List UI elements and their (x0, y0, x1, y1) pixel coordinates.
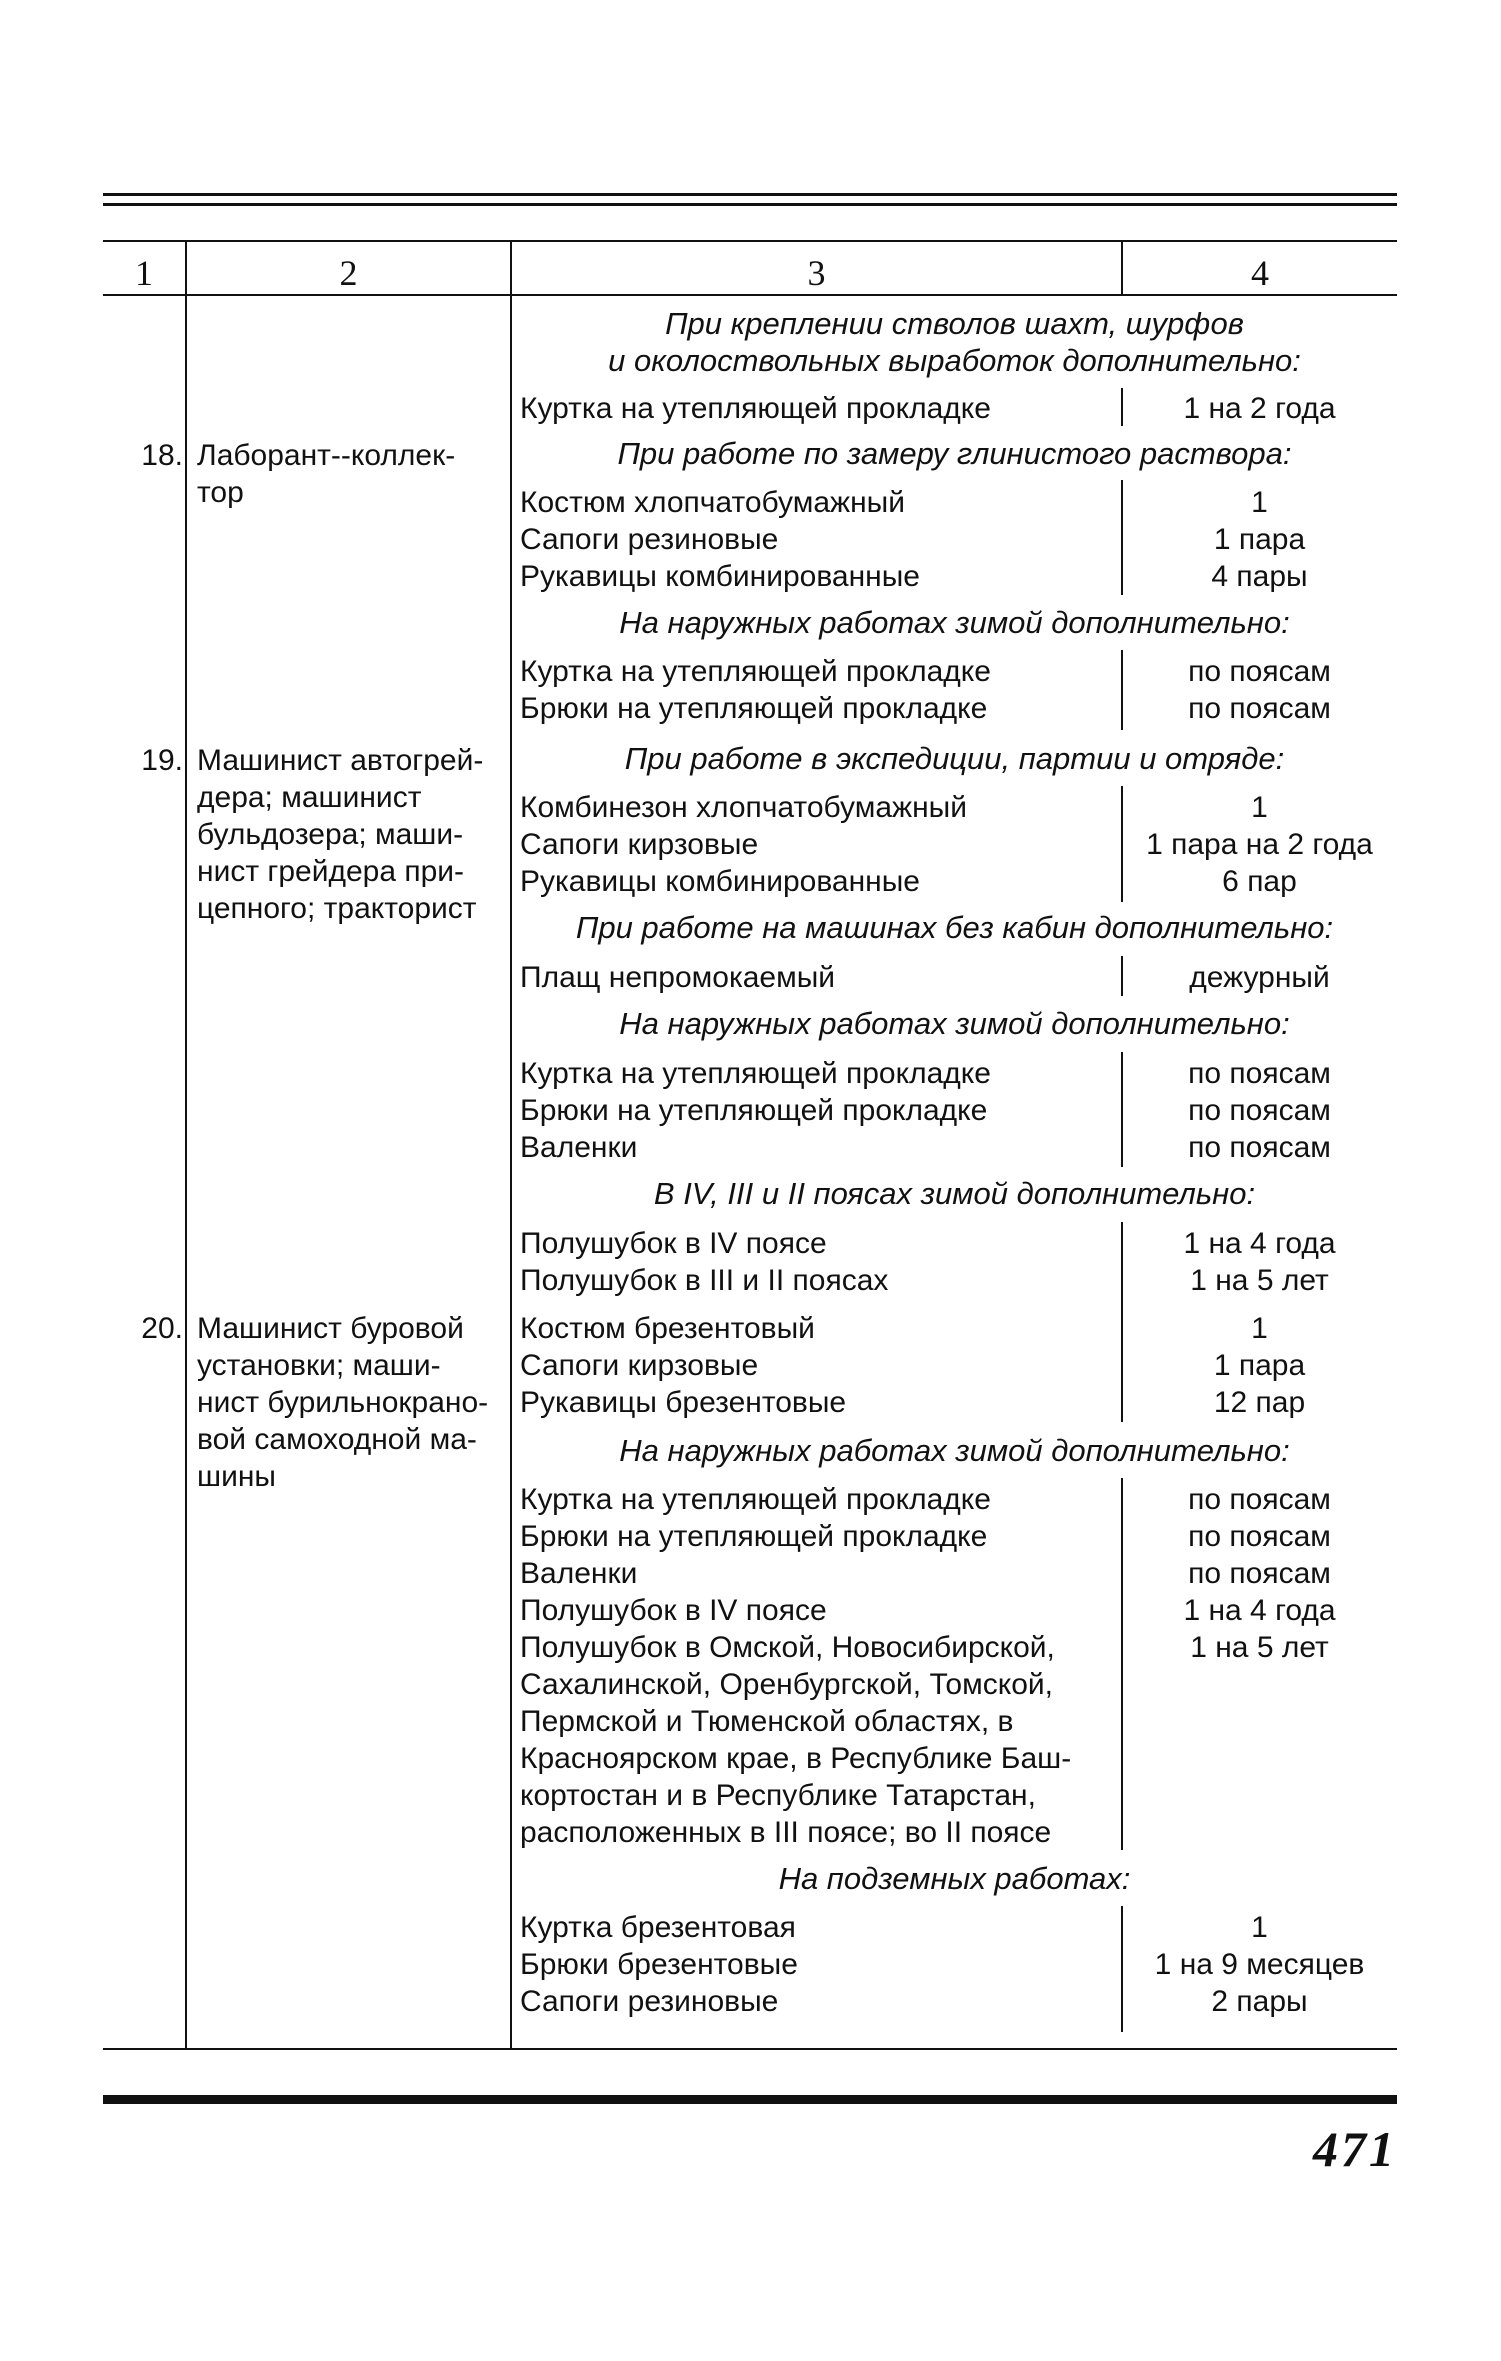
norm-text: по поясам (1188, 1057, 1331, 1090)
norm-text: 1 на 4 года (1183, 1594, 1336, 1627)
section-heading: При работе в экспедиции, партии и отряде: (624, 741, 1285, 776)
item-text: Полушубок в IV поясе (520, 1594, 827, 1627)
norm-text: 2 пары (1211, 1985, 1308, 2018)
item-text: Куртка на утепляющей прокладке (520, 1483, 991, 1516)
table-top-border (103, 240, 1397, 242)
profession-20 (197, 1310, 507, 1495)
top-double-rule-1 (103, 193, 1397, 196)
section-heading: В IV, III и II поясах зимой дополнительно: (653, 1176, 1256, 1211)
section-heading: На наружных работах зимой дополнительно: (619, 1433, 1290, 1468)
profession-19 (197, 742, 507, 927)
norm-text: 1 (1251, 791, 1268, 824)
table-bottom-border (103, 2048, 1397, 2050)
top-double-rule-2 (103, 203, 1397, 206)
item-text: Брюки брезентовые (520, 1948, 798, 1981)
header-col-2: 2 (339, 253, 358, 293)
norm-text: 1 на 4 года (1183, 1227, 1336, 1260)
page-number: 471 (1313, 2121, 1397, 2177)
norm-text: 1 пара на 2 года (1146, 828, 1373, 861)
profession-line: цепного; тракторист (197, 892, 477, 925)
norm-text: 4 пары (1211, 560, 1308, 593)
item-text: Пермской и Тюменской областях, в (520, 1705, 1014, 1738)
norm-text: 1 на 9 месяцев (1154, 1948, 1365, 1981)
header-bottom-border (103, 294, 1397, 296)
item-text: кортостан и в Республике Татарстан, (520, 1779, 1036, 1812)
item-text: Полушубок в Омской, Новосибирской, (520, 1631, 1055, 1664)
row-number-19: 19. (141, 744, 183, 777)
profession-line: установки; маши- (197, 1349, 441, 1382)
profession-18 (197, 437, 507, 511)
norm-text: по поясам (1188, 1520, 1331, 1553)
norm-text: 1 на 5 лет (1190, 1264, 1329, 1297)
row-number-18: 18. (141, 439, 183, 472)
item-text: Брюки на утепляющей прокладке (520, 692, 988, 725)
item-text: Сапоги кирзовые (520, 1349, 759, 1382)
item-text: расположенных в III поясе; во II поясе (520, 1816, 1052, 1849)
section-heading: и околоствольных выработок дополнительно: (608, 343, 1301, 378)
item-text: Красноярском крае, в Республике Баш- (520, 1742, 1072, 1775)
norm-text: 6 пар (1222, 865, 1297, 898)
norm-text: по поясам (1188, 1131, 1331, 1164)
item-text: Полушубок в III и II поясах (520, 1264, 889, 1297)
header-col-4: 4 (1251, 253, 1269, 293)
item-text: Комбинезон хлопчатобумажный (520, 791, 967, 824)
norm-text: 1 пара (1213, 1349, 1306, 1382)
section-heading: На подземных работах: (778, 1861, 1131, 1896)
section-heading: При работе по замеру глинистого раствора: (617, 436, 1292, 471)
col1-divider (185, 240, 187, 2050)
norm-text: 1 (1251, 1911, 1268, 1944)
item-text: Куртка на утепляющей прокладке (520, 392, 991, 425)
item-text: Сапоги кирзовые (520, 828, 759, 861)
norm-text: по поясам (1188, 1483, 1331, 1516)
header-col-3: 3 (807, 253, 826, 293)
item-text: Сапоги резиновые (520, 1985, 779, 2018)
section-heading: При креплении стволов шахт, шурфов (665, 306, 1244, 341)
item-text: Полушубок в IV поясе (520, 1227, 827, 1260)
norm-text: 1 на 2 года (1183, 392, 1336, 425)
item-text: Рукавицы брезентовые (520, 1386, 847, 1419)
norm-text: по поясам (1188, 1557, 1331, 1590)
profession-line: тор (197, 476, 244, 509)
item-text: Сапоги резиновые (520, 523, 779, 556)
profession-line: нист грейдера при- (197, 855, 465, 888)
section-heading: На наружных работах зимой дополнительно: (619, 605, 1290, 640)
profession-line: шины (197, 1460, 276, 1493)
item-text: Рукавицы комбинированные (520, 865, 920, 898)
item-text: Сахалинской, Оренбургской, Томской, (520, 1668, 1053, 1701)
item-text: Брюки на утепляющей прокладке (520, 1520, 988, 1553)
profession-line: Машинист автогрей- (197, 744, 484, 777)
norm-text: по поясам (1188, 655, 1331, 688)
profession-line: Машинист буровой (197, 1312, 464, 1345)
item-text: Куртка брезентовая (520, 1911, 796, 1944)
profession-line: дера; машинист (197, 781, 422, 814)
profession-line: бульдозера; маши- (197, 818, 464, 851)
norm-text: 12 пар (1213, 1386, 1306, 1419)
section-heading: На наружных работах зимой дополнительно: (619, 1006, 1290, 1041)
norm-text: 1 на 5 лет (1190, 1631, 1329, 1664)
item-text: Плащ непромокаемый (520, 961, 836, 994)
norm-text: 1 (1251, 486, 1268, 519)
norm-text: по поясам (1188, 1094, 1331, 1127)
profession-line: нист бурильнокрано- (197, 1386, 489, 1419)
item-text: Валенки (520, 1557, 638, 1590)
section-heading: При работе на машинах без кабин дополнительно: (575, 910, 1334, 945)
item-text: Куртка на утепляющей прокладке (520, 1057, 991, 1090)
norm-text: дежурный (1189, 961, 1330, 994)
item-text: Костюм брезентовый (520, 1312, 815, 1345)
profession-line: вой самоходной ма- (197, 1423, 477, 1456)
col2-divider (510, 240, 512, 2050)
item-text: Костюм хлопчатобумажный (520, 486, 905, 519)
item-text: Рукавицы комбинированные (520, 560, 920, 593)
norm-text: 1 (1251, 1312, 1268, 1345)
norm-text: 1 пара (1213, 523, 1306, 556)
profession-line: Лаборант--коллек- (197, 439, 456, 472)
item-text: Брюки на утепляющей прокладке (520, 1094, 988, 1127)
row-number-20: 20. (141, 1312, 183, 1345)
norm-text: по поясам (1188, 692, 1331, 725)
bottom-thick-rule (103, 2095, 1397, 2104)
item-text: Куртка на утепляющей прокладке (520, 655, 991, 688)
header-col-1: 1 (135, 253, 153, 293)
item-text: Валенки (520, 1131, 638, 1164)
